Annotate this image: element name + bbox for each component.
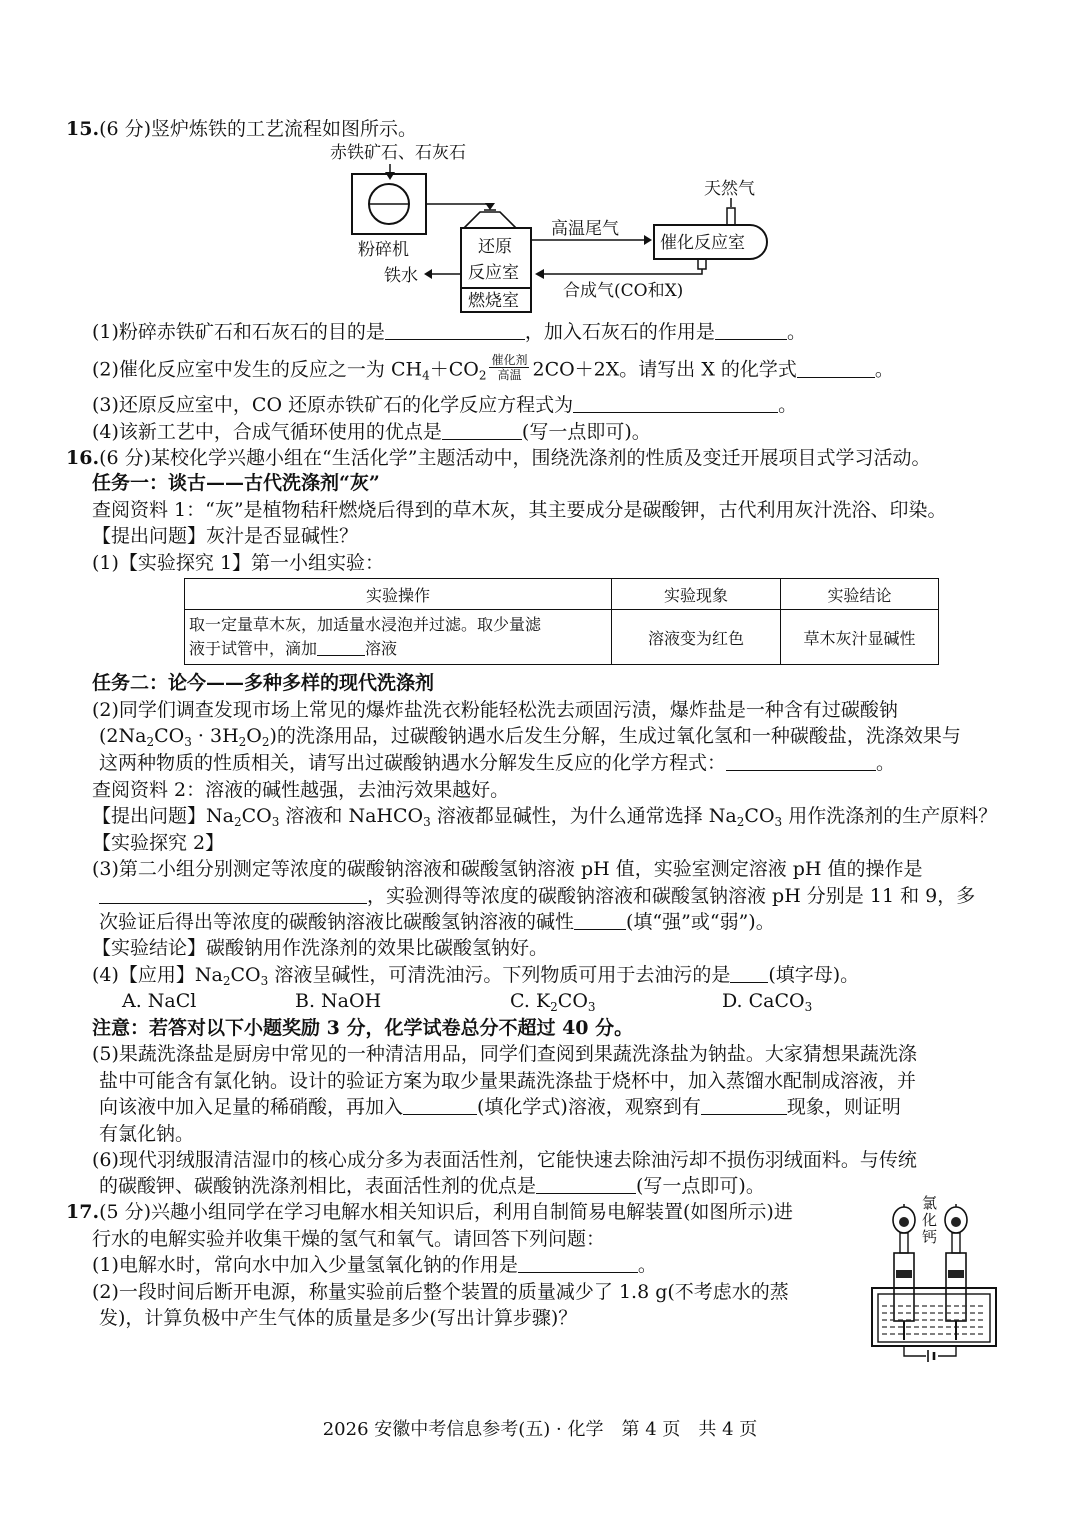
blast-furnace-flow-diagram	[0, 0, 1080, 320]
question-raise-2: 【提出问题】$Na_2CO_3$ 溶液和 NaHCO$_3$ 溶液都显碱性，为什么通常选择 $Na_2CO_3$ 用作洗涤剂的生产原料？	[92, 805, 998, 829]
q17-heading	[66, 1200, 793, 1224]
answer-blank[interactable]	[442, 421, 522, 440]
label-catalytic: 催化反应室	[660, 233, 745, 253]
answer-blank[interactable]	[99, 885, 367, 904]
label-crusher: 粉碎机	[358, 240, 409, 260]
q16-sub4: (4)【应用】$Na_2CO_3$ 溶液呈碱性，可清洗油污。下列物质可用于去油污的是 (填字母)。	[92, 964, 860, 988]
answer-blank[interactable]	[726, 752, 876, 771]
table-header: 实验结论	[781, 579, 939, 610]
answer-blank[interactable]	[730, 964, 768, 983]
answer-blank[interactable]	[518, 1254, 638, 1273]
q15-sub4: (4)该新工艺中，合成气循环使用的优点是 (写一点即可)。	[92, 421, 651, 443]
label-raw-materials: 赤铁矿石、石灰石	[330, 143, 466, 163]
answer-blank[interactable]	[385, 321, 525, 340]
label-syngas: 合成气(CO和X)	[563, 281, 684, 301]
q16-sub2-line1: (2)同学们调查发现市场上常见的爆炸盐洗衣粉能轻松洗去顽固污渍，爆炸盐是一种含有过碳酸钠	[92, 699, 898, 721]
answer-blank[interactable]	[701, 1096, 787, 1115]
label-reduction-2: 反应室	[468, 263, 519, 283]
reference-2: 查阅资料 2：溶液的碱性越强，去油污效果越好。	[92, 779, 510, 801]
table-header: 实验操作	[185, 579, 612, 610]
experiment-table	[184, 578, 939, 665]
table-cell-operation: 取一定量草木灰，加适量水浸泡并过滤。取少量滤 液于试管中，滴加 溶液	[185, 610, 612, 665]
q17-sub2-line1: (2)一段时间后断开电源，称量实验前后整个装置的质量减少了 1.8 g(不考虑水的蒸	[92, 1281, 789, 1303]
q15-stem: (6 分)竖炉炼铁的工艺流程如图所示。	[99, 118, 418, 140]
label-cacl2-2: 化	[922, 1211, 938, 1229]
q17-stem-line2: 行水的电解实验并收集干燥的氢气和氧气。请回答下列问题：	[92, 1228, 606, 1250]
electrolysis-apparatus	[860, 1190, 1010, 1370]
label-natural-gas: 天然气	[704, 179, 755, 199]
table-cell-conclusion: 草木灰汁显碱性	[781, 610, 939, 665]
table-cell-phenomenon: 溶液变为红色	[612, 610, 781, 665]
label-reduction-1: 还原	[478, 237, 512, 257]
q16-sub5-line1: (5)果蔬洗涤盐是厨房中常见的一种清洁用品，同学们查阅到果蔬洗涤盐为钠盐。大家猜想果蔬洗涤	[92, 1043, 917, 1065]
q16-number: 16.	[66, 447, 100, 469]
q17-number: 17.	[66, 1201, 100, 1223]
answer-blank[interactable]	[403, 1096, 477, 1115]
answer-blank[interactable]	[797, 359, 875, 378]
option-d: D. CaCO$_3$	[722, 990, 813, 1014]
q15-number: 15.	[66, 118, 100, 140]
task2-title: 任务二：论今——多种多样的现代洗涤剂	[92, 672, 435, 694]
table-header: 实验现象	[612, 579, 781, 610]
q16-sub6-line2: 的碳酸钾、碳酸钠洗涤剂相比，表面活性剂的优点是 (写一点即可)。	[99, 1175, 765, 1197]
q16-sub3-line1: (3)第二小组分别测定等浓度的碳酸钠溶液和碳酸氢钠溶液 pH 值，实验室测定溶液 pH 值的操作是	[92, 858, 923, 880]
label-cacl2-3: 钙	[922, 1228, 938, 1246]
option-b: B. NaOH	[295, 990, 382, 1012]
experiment-conclusion: 【实验结论】碳酸钠用作洗涤剂的效果比碳酸氢钠好。	[92, 937, 549, 959]
question-raise-1: 【提出问题】灰汁是否显碱性？	[92, 525, 359, 547]
q16-sub5-line3: 向该液中加入足量的稀硝酸，再加入 (填化学式)溶液，观察到有 现象，则证明	[99, 1096, 901, 1118]
experiment-2-title: 【实验探究 2】	[92, 832, 225, 854]
q17-stem: (5 分)兴趣小组同学在学习电解水相关知识后，利用自制简易电解装置(如图所示)进	[99, 1201, 793, 1223]
q17-sub1: (1)电解水时，常向水中加入少量氢氧化钠的作用是 。	[92, 1254, 657, 1276]
q15-sub1: (1)粉碎赤铁矿石和石灰石的目的是 ，加入石灰石的作用是 。	[92, 321, 806, 343]
experiment-1-title: (1)【实验探究 1】第一小组实验：	[92, 552, 385, 574]
label-combustion: 燃烧室	[468, 291, 519, 311]
answer-blank[interactable]	[536, 1175, 636, 1194]
task1-title: 任务一：谈古——古代洗涤剂“灰”	[92, 472, 380, 494]
option-c: C. $K_2CO_3$	[510, 990, 596, 1014]
reaction-condition: $\frac{\text{催化剂}}{\text{高温}}$	[491, 353, 528, 382]
option-a: A. NaCl	[122, 990, 197, 1012]
label-tail-gas: 高温尾气	[551, 219, 619, 239]
q17-sub2-line2: 发)，计算负极中产生气体的质量是多少(写出计算步骤)？	[99, 1307, 578, 1329]
q16-heading	[66, 446, 930, 470]
bonus-note: 注意：若答对以下小题奖励 3 分，化学试卷总分不超过 40 分。	[92, 1017, 634, 1039]
answer-blank[interactable]	[574, 911, 626, 930]
label-cacl2-1: 氯	[922, 1194, 938, 1212]
q16-sub3-line2: ，实验测得等浓度的碳酸钠溶液和碳酸氢钠溶液 pH 分别是 11 和 9，多	[99, 884, 975, 908]
q16-sub6-line1: (6)现代羽绒服清洁湿巾的核心成分多为表面活性剂，它能快速去除油污却不损伤羽绒面料。与传统	[92, 1149, 917, 1171]
reference-1: 查阅资料 1：“灰”是植物秸秆燃烧后得到的草木灰，其主要成分是碳酸钾，古代利用灰汁洗浴、印染。	[92, 499, 947, 521]
q16-sub3-line3: 次验证后得出等浓度的碳酸钠溶液比碳酸氢钠溶液的碱性 (填“强”或“弱”)。	[99, 911, 775, 933]
q16-sub5-line2: 盐中可能含有氯化钠。设计的验证方案为取少量果蔬洗涤盐于烧杯中，加入蒸馏水配制成溶液，并	[99, 1070, 917, 1092]
answer-blank[interactable]	[317, 639, 365, 656]
q15-sub3: (3)还原反应室中，CO 还原赤铁矿石的化学反应方程式为 。	[92, 394, 798, 416]
q16-stem: (6 分)某校化学兴趣小组在“生活化学”主题活动中，围绕洗涤剂的性质及变迁开展项目式学习活动。	[99, 447, 931, 469]
q15-sub2: (2)催化反应室中发生的反应之一为 $CH_4+CO_2$ $\frac{\text{催化剂}}{\text{高温}}$ 2CO＋2X。请写出 X 的化学式 。	[92, 353, 894, 383]
page-footer: 2026 安徽中考信息参考(五) · 化学 第 4 页 共 4 页	[322, 1419, 758, 1440]
q16-sub5-line4: 有氯化钠。	[99, 1123, 195, 1145]
q16-sub2-line3: 这两种物质的性质相关，请写出过碳酸钠遇水分解发生反应的化学方程式： 。	[99, 752, 896, 774]
label-molten-iron: 铁水	[384, 266, 418, 286]
answer-blank[interactable]	[715, 321, 787, 340]
q16-sub2-line2: $(2Na_2CO_3 \cdot 3H_2O_2)$的洗涤用品，过碳酸钠遇水后发生分解，生成过氧化氢和一种碳酸盐，洗涤效果与	[99, 725, 961, 749]
answer-blank[interactable]	[573, 394, 778, 413]
